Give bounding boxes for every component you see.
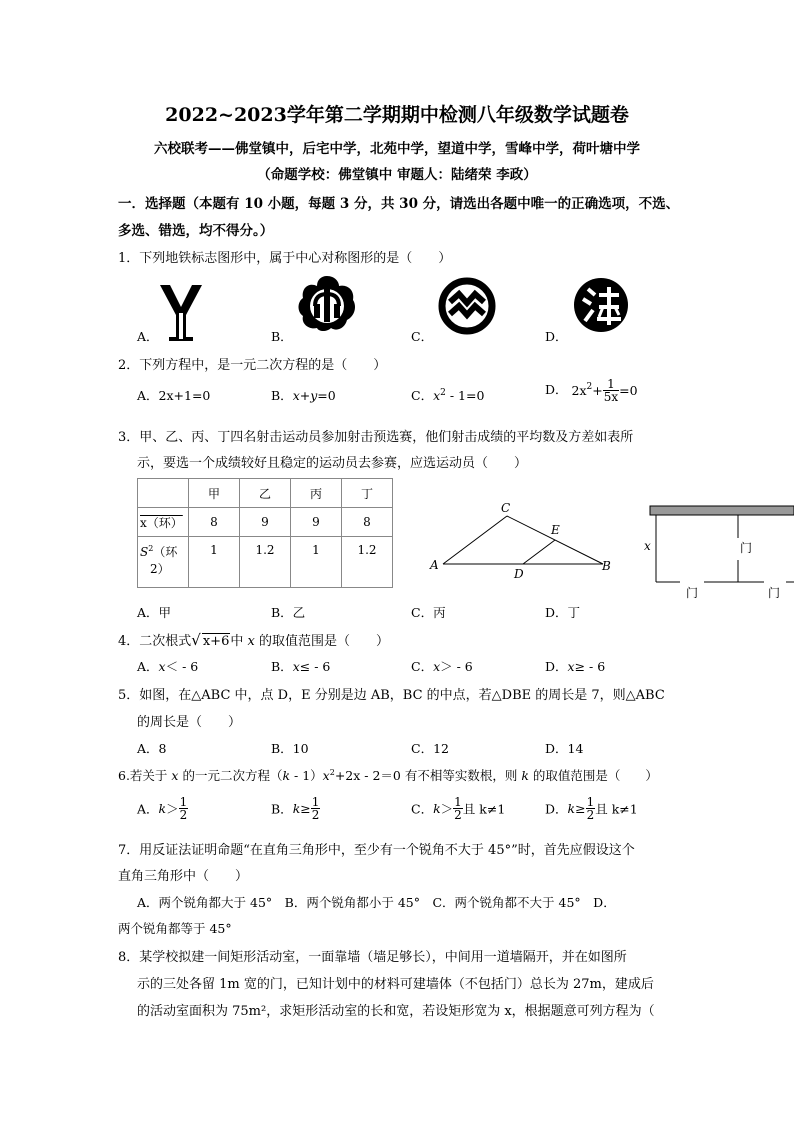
q3-option-d[interactable]: D．丁: [545, 605, 581, 620]
table-header-bing: 丙: [291, 479, 342, 508]
q2-option-a[interactable]: A．2x+1=0: [137, 388, 211, 403]
section1-line2: 多选、错选，均不得分。）: [118, 223, 274, 239]
table-row-variance-label: $S^2$（环 2）: [138, 537, 189, 588]
q2-option-b[interactable]: B．x+y=0: [271, 388, 336, 403]
room-figure: [640, 500, 794, 605]
q4-option-c[interactable]: C．x＞ - 6: [411, 659, 473, 674]
label-c: C: [501, 501, 511, 515]
label-door-left: 门: [686, 586, 699, 600]
q3-option-c[interactable]: C．丙: [411, 605, 446, 620]
q4-option-b[interactable]: B．x≤ - 6: [271, 659, 331, 674]
q3-stats-table: [137, 478, 393, 588]
q8-line-1: 8．某学校拟建一间矩形活动室，一面靠墙（墙足够长），中间用一道墙隔开，并在如图所: [118, 950, 627, 965]
q6-stem: 6.若关于 x 的一元二次方程$(k - 1)x^2+2x - 2=0$ 有不相等实数根，则 k 的取值范围是（ ）: [118, 767, 658, 783]
metro-logo-b-icon: [297, 274, 357, 334]
q7-options-cont[interactable]: 两个锐角都等于 45°: [118, 921, 232, 936]
q6-option-a[interactable]: A．k＞ $\frac{1}{2}$: [137, 795, 188, 822]
table-cell: 9: [291, 508, 342, 537]
q1-option-a[interactable]: A．: [137, 329, 159, 344]
q5-option-b[interactable]: B．10: [271, 741, 309, 756]
table-header-jia: 甲: [189, 479, 240, 508]
q8-line-3: 的活动室面积为 75m²，求矩形活动室的长和宽，若设矩形宽为 x，根据题意可列方程为（: [137, 1004, 655, 1019]
schools-line: 六校联考——佛堂镇中，后宅中学，北苑中学，望道中学，雪峰中学，荷叶塘中学: [154, 141, 640, 157]
q6-option-b[interactable]: B．k≥ $\frac{1}{2}$: [271, 795, 320, 822]
q7-stem-1: 7．用反证法证明命题“在直角三角形中，至少有一个锐角不大于 45°”时，首先应假设这个: [118, 843, 635, 858]
q5-option-a[interactable]: A．8: [137, 741, 167, 756]
q1-option-c[interactable]: C．: [411, 329, 434, 344]
q6-option-c[interactable]: C．k＞ $\frac{1}{2}$ 且 k≠1: [411, 795, 506, 822]
section1-line1: 一．选择题（本题有 10 小题，每题 3 分，共 30 分，请选出各题中唯一的正确选项，不选、: [118, 196, 680, 212]
q2-stem: 2．下列方程中，是一元二次方程的是（ ）: [118, 358, 387, 373]
table-row-mean-label: x（环）: [138, 508, 189, 537]
q6-option-d[interactable]: D．k≥ $\frac{1}{2}$ 且 k≠1: [545, 795, 638, 822]
label-b: B: [602, 559, 611, 573]
q3-stem-2: 示，要选一个成绩较好且稳定的运动员去参赛，应选运动员（ ）: [137, 456, 528, 471]
q7-stem-2: 直角三角形中（ ）: [118, 869, 249, 884]
table-cell: 1.2: [342, 537, 393, 588]
q4-option-d[interactable]: D．x≥ - 6: [545, 659, 606, 674]
table-header-yi: 乙: [240, 479, 291, 508]
q1-option-d[interactable]: D．: [545, 329, 568, 344]
q5-option-d[interactable]: D．14: [545, 741, 584, 756]
q5-option-c[interactable]: C．12: [411, 741, 449, 756]
q1-option-b[interactable]: B．: [271, 329, 293, 344]
table-cell: 1: [291, 537, 342, 588]
q3-option-a[interactable]: A．甲: [137, 605, 172, 620]
metro-logo-a-icon: [158, 285, 204, 341]
table-cell: 1: [189, 537, 240, 588]
table-header-ding: 丁: [342, 479, 393, 508]
table-cell: 8: [342, 508, 393, 537]
q3-option-b[interactable]: B．乙: [271, 605, 306, 620]
label-e: E: [551, 523, 560, 537]
label-a: A: [430, 558, 439, 572]
table-cell: 8: [189, 508, 240, 537]
author-line: （命题学校：佛堂镇中 审题人：陆绪荣 李政）: [257, 167, 537, 183]
q7-options[interactable]: A．两个锐角都大于 45° B．两个锐角都小于 45° C．两个锐角都不大于 45° D．: [137, 895, 616, 910]
metro-logo-c-icon: [437, 276, 497, 336]
q5-stem-1: 5．如图，在△ABC 中，点 D，E 分别是边 AB，BC 的中点，若△DBE 的周长是 7，则△ABC: [118, 688, 665, 703]
label-door-right: 门: [768, 586, 781, 600]
page-title: 2022~2023学年第二学期期中检测八年级数学试题卷: [165, 104, 629, 126]
q8-line-2: 示的三处各留 1m 宽的门，已知计划中的材料可建墙体（不包括门）总长为 27m，建成后: [137, 977, 654, 992]
label-x: x: [644, 539, 651, 553]
q3-stem-1: 3．甲、乙、丙、丁四名射击运动员参加射击预选赛，他们射击成绩的平均数及方差如表所: [118, 430, 634, 445]
triangle-figure: [425, 498, 620, 583]
label-d: D: [514, 567, 524, 581]
q4-stem: 4．二次根式√ x+6中 x 的取值范围是（ ）: [118, 631, 389, 649]
q2-option-d[interactable]: D． $2x^2+$ $\frac{1}{5x}$ =0: [545, 377, 638, 404]
table-cell: 9: [240, 508, 291, 537]
table-header-blank: [138, 479, 189, 508]
table-cell: 1.2: [240, 537, 291, 588]
q2-option-c[interactable]: C．$x^2 - 1=0$: [411, 387, 485, 403]
q5-stem-2: 的周长是（ ）: [137, 715, 242, 730]
label-door-inner: 门: [740, 541, 753, 555]
q4-option-a[interactable]: A．x＜ - 6: [137, 659, 199, 674]
metro-logo-d-icon: [573, 277, 629, 333]
q1-stem: 1．下列地铁标志图形中，属于中心对称图形的是（ ）: [118, 251, 452, 266]
